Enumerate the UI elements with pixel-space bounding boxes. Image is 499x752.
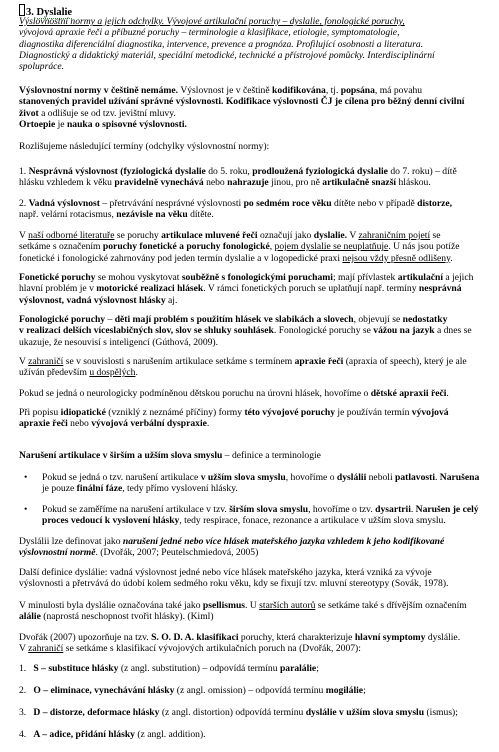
subheading-articulation: [19, 450, 497, 461]
text-run: popsána: [340, 85, 375, 96]
text-run: hláskou.: [396, 177, 431, 189]
text-run: jinou, pro ně: [268, 177, 323, 189]
text-line: [42, 472, 497, 483]
text-run: nebo: [67, 418, 92, 430]
text-run: apraxie řeči: [294, 356, 344, 367]
text-run: Narušena: [439, 472, 480, 483]
text-run: a dnes se: [434, 325, 472, 337]
bullet-narrow-sense: [42, 472, 497, 495]
paragraph-definition: [19, 536, 497, 559]
text-run: v užším slova smyslu: [200, 472, 286, 483]
text-run: . U: [245, 600, 260, 611]
text-run: stanovených pravidel užívání správné výslovnosti. Kodifikace výslovnosti ČJ je cílena: [19, 96, 372, 108]
text-run: proces vedoucí k vyslovení hlásky: [42, 515, 180, 527]
text-run: aj.: [165, 294, 178, 306]
text-line: [42, 483, 497, 494]
text-run: život: [19, 107, 39, 119]
text-run: vývojová verbální dyspraxie: [91, 418, 207, 430]
text-run: prodloužená fyziologická dyslalie: [252, 166, 388, 177]
text-run: .: [206, 418, 210, 430]
text-run: 1.: [19, 663, 27, 674]
text-run: . V rámci fonetických poruch se uplatňují např. termíny: [203, 283, 419, 295]
text-run: dysartrii: [375, 504, 411, 515]
text-line: [19, 209, 497, 220]
text-run: , objevují se: [353, 314, 403, 325]
text-run: . U nás jsou potíže: [388, 241, 460, 253]
text-line: [19, 325, 497, 336]
intro-line: Diagnostický a didaktický materiál, speciální metodické, technické a přístrojové pomůcky. Interdisciplinární: [19, 49, 435, 61]
text-line: [42, 515, 497, 526]
paragraph-history: [19, 600, 497, 623]
text-run: , tedy respirace, fonace, rezonance a artikulace v užším slova smyslu.: [179, 515, 446, 527]
text-run: nahrazuje: [227, 177, 269, 189]
text-line: [19, 337, 497, 348]
text-run: narušení jedné nebo více hlásek mateřského jazyka vzhledem k jeho kodifikované: [122, 536, 445, 547]
text-run: Nesprávná výslovnost (fyziologická dyslalie: [28, 166, 206, 177]
text-run: Dyslálii lze definovat jako: [19, 536, 123, 547]
text-run: idiopatické: [60, 407, 106, 418]
text-run: , hovoříme o tzv.: [308, 504, 376, 515]
paragraph-norm: [19, 85, 497, 130]
text-run: Při popisu: [19, 407, 61, 418]
text-run: nesprávná: [418, 283, 462, 295]
text-run: nezávisle na věku: [116, 209, 188, 221]
list-item: [19, 663, 497, 674]
bullet-icon: •: [24, 504, 28, 515]
text-line: [19, 295, 497, 306]
text-line: [19, 177, 497, 188]
text-run: alálie: [19, 611, 41, 623]
text-run: , tedy přímo vyslovení hlásky.: [122, 483, 238, 495]
intro-line: vývojová apraxie řeči a příbuzné poruchy – terminologie a klasifikace, etiologie, symptomatologie,: [19, 27, 400, 39]
text-run: se v souvislosti s narušením artikulace setkáme s termínem: [63, 356, 295, 367]
paragraph-terms-intro: Rozlišujeme následující termíny (odchylky výslovnostní normy):: [19, 141, 270, 152]
text-run: setkáme s označením: [19, 241, 103, 253]
text-run: artikulace mluvené řeči: [161, 230, 258, 241]
text-run: Dvořák (2007) upozorňuje na tzv.: [19, 632, 152, 643]
text-run: (naprostá neschopnost tvořit hlásky). (Kiml): [40, 611, 214, 623]
text-run: (z angl. substitution) – odpovídá termínu: [118, 663, 280, 674]
text-line: [19, 450, 497, 461]
text-run: Vadná výslovnost: [28, 198, 100, 209]
text-run: V: [347, 230, 359, 241]
text-run: .: [135, 367, 138, 379]
text-run: Výslovnost je v češtině: [178, 85, 272, 96]
text-line: [19, 314, 497, 325]
text-line: [19, 536, 497, 547]
text-line: [19, 547, 497, 558]
text-run: Ortoepie: [19, 118, 56, 130]
text-run: děti mají problém s použitím hlásek ve slabikách a slovech: [114, 314, 354, 325]
paragraph-term-2: [19, 198, 497, 221]
text-run: se mohou vyskytovat: [95, 272, 182, 283]
text-run: V minulosti byla dyslálie označována také jako: [19, 600, 203, 611]
paragraph-phonetic: [19, 272, 497, 306]
text-run: ukazuje, že nesouvisí s inteligencí (Gúthová, 2009).: [19, 336, 219, 348]
text-run: naší odborné literatuře: [28, 230, 115, 241]
text-line: [19, 272, 497, 283]
text-run: kodifikována: [271, 85, 326, 96]
paragraph-idiopathic: [19, 407, 497, 430]
text-run: V: [19, 230, 29, 241]
text-run: 4.: [19, 729, 27, 740]
text-line: [19, 166, 497, 177]
text-run: výslovnost, vadná výslovnost hlásky: [19, 294, 166, 306]
text-run: , tj.: [325, 85, 341, 96]
text-run: 1.: [19, 166, 29, 177]
text-run: . Fonologické poruchy se: [273, 325, 374, 337]
text-run: –: [105, 314, 115, 325]
text-line: [19, 85, 497, 96]
text-run: výslovnostní normě: [19, 547, 96, 559]
text-run: poruchy, která charakterizuje: [238, 632, 355, 643]
list-item: [19, 707, 497, 718]
text-run: ;: [363, 685, 366, 696]
text-run: – přetrvávání nesprávné výslovnosti: [99, 198, 244, 209]
text-run: se poruchy: [114, 230, 162, 241]
text-run: v realizaci delších víceslabičných slov, slov se shluky souhlásek: [19, 325, 274, 337]
text-run: , hovoříme o: [285, 472, 337, 483]
text-run: Fonologické poruchy: [19, 314, 106, 325]
text-line: výslovnosti a přetrvává do údobí kolem sedmého roku věku, kdy se fixují tzv. mluvní stereotypy (Sovák, 1978).: [19, 578, 449, 590]
text-run: a odlišuje se od tzv. jevištní mluvy.: [38, 107, 176, 119]
paragraph-phonological: [19, 314, 497, 348]
list-item: [19, 685, 497, 696]
text-run: .: [450, 252, 453, 264]
text-run: souběžně s fonologickými poruchami: [181, 272, 333, 283]
text-run: V: [19, 356, 29, 367]
text-run: nauka o spisovné výslovnosti.: [66, 118, 187, 130]
text-run: apraxie řeči: [19, 418, 68, 430]
text-run: je: [55, 118, 67, 130]
text-run: psellismus: [202, 600, 246, 611]
text-run: dítěte.: [187, 209, 214, 221]
text-line: [19, 356, 497, 367]
text-run: poruchy fonetické a poruchy fonologické: [102, 241, 270, 253]
text-run: paralálie: [279, 663, 317, 674]
text-line: [19, 230, 497, 241]
text-run: nejsou vždy přesně odlišeny: [342, 252, 451, 264]
text-run: finální fáze: [76, 483, 123, 495]
text-run: Fonetické poruchy: [19, 272, 96, 283]
text-run: neboli: [366, 472, 396, 483]
text-run: do 7. roku) – dítě: [387, 166, 457, 177]
text-line: [19, 108, 497, 119]
text-run: . (Dvořák, 2007; Peutelschmiedová, 2005): [95, 547, 259, 559]
text-cursor-icon: [19, 4, 25, 16]
text-run: nedostatky: [402, 314, 448, 325]
text-line: [19, 119, 497, 130]
section-title: Dyslalie: [36, 7, 73, 18]
text-run: (z angl. omission) – odpovídá termínu: [174, 685, 326, 696]
text-run: je pouze: [42, 483, 77, 495]
text-run: Výslovnostní normy v češtině nemáme.: [19, 85, 179, 96]
text-line: [19, 643, 497, 654]
text-run: motorické realizaci hlásek: [96, 283, 204, 295]
text-run: dyslálii: [336, 472, 367, 483]
text-run: dítěte nebo v případě: [331, 198, 418, 209]
text-run: ;: [316, 663, 319, 674]
paragraph-dyslalia-literature: [19, 230, 497, 264]
paragraph-soda: [19, 632, 497, 655]
text-run: artikulačně snazší: [322, 177, 397, 189]
bullet-icon: •: [24, 472, 28, 483]
text-run: artikulační: [397, 272, 444, 283]
text-line: Další definice dyslálie: vadná výslovnost jedné nebo více hlásek mateřského jazyka, která vzniká za vývoje: [19, 567, 432, 578]
intro-line: spolupráce.: [19, 61, 65, 73]
text-run: Narušen je celý: [415, 504, 479, 515]
text-run: 2.: [19, 685, 27, 696]
bullet-broad-sense: [42, 504, 497, 527]
text-run: dyslálie.: [425, 632, 461, 643]
text-run: po sedmém roce věku: [243, 198, 332, 209]
text-run: např. velární rotacismus,: [19, 209, 117, 221]
text-run: D – distorze, deformace hlásky: [33, 707, 160, 718]
text-run: do 5. roku,: [205, 166, 253, 177]
text-line: [19, 241, 497, 252]
text-line: [19, 198, 497, 209]
text-run: vývojová: [411, 407, 449, 418]
text-run: Pokud se jedná o neurologicky podmíněnou dětskou poruchu na úrovni hlásek, hovoříme o: [19, 388, 371, 399]
text-run: A – adice, přidání hlásky: [33, 729, 135, 740]
text-run: dyslálie v užším slova smyslu: [305, 707, 425, 718]
text-run: Narušení artikulace v širším a užším slova smyslu: [19, 450, 223, 461]
text-line: [19, 600, 497, 611]
text-run: zahraničním pojetí: [358, 230, 431, 241]
text-run: dyslalie.: [313, 230, 348, 241]
intro-line: Výslovnostní normy a jejich odchylky. Vývojové artikulační poruchy – dyslalie, fonologické poruchy,: [19, 16, 405, 27]
text-run: S. O. D. A. klasifikaci: [151, 632, 239, 643]
text-run: O – eliminace, vynechávání hlásky: [33, 685, 175, 696]
text-run: 2.: [19, 198, 29, 209]
text-line: [19, 611, 497, 622]
text-run: Pokud se jedná o tzv. narušení artikulace: [42, 472, 201, 483]
text-run: vážou na jazyk: [373, 325, 435, 337]
text-run: se setkáme s klasifikací vývojových artikulačních poruch na (Dvořák, 2007):: [63, 643, 361, 655]
text-run: hlavní problém je v: [19, 283, 97, 295]
text-run: S – substituce hlásky: [33, 663, 119, 674]
text-run: pro běžný denní civilní: [371, 96, 465, 108]
intro-line: diagnostika diferenciální diagnostika, intervence, prevence a prognóza. Profilující osobnosti a literatura.: [19, 38, 424, 50]
text-run: fonetické i fonologické zahrnovány pod jeden termín dyslalie a v logopedické praxi: [19, 252, 343, 264]
text-run: (z angl. addition).: [134, 729, 206, 740]
text-run: – definice a terminologie: [222, 450, 321, 461]
text-run: u dospělých: [89, 367, 136, 379]
text-run: (vzniklý z neznámé příčiny) formy: [105, 407, 245, 418]
text-line: [19, 407, 497, 418]
text-run: starších autorů: [259, 600, 316, 611]
section-number: 3.: [26, 7, 34, 18]
paragraph-apraxia: [19, 356, 497, 379]
text-run: Pokud se zaměříme na narušení artikulace v tzv.: [42, 504, 230, 515]
text-run: (ismus);: [424, 707, 458, 718]
paragraph-child-apraxia: [19, 388, 497, 399]
text-run: širším slova smyslu: [229, 504, 309, 515]
text-run: 3.: [19, 707, 27, 718]
text-run: je používán termín: [335, 407, 412, 418]
text-run: ; mají přívlastek: [332, 272, 398, 283]
text-run: označují jako: [257, 230, 314, 241]
paragraph-term-1: [19, 166, 497, 189]
text-run: se: [430, 230, 441, 241]
text-run: distorze,: [417, 198, 453, 209]
text-line: [19, 253, 497, 264]
text-line: [19, 418, 497, 429]
text-run: zahraničí: [28, 643, 64, 655]
text-line: [19, 367, 497, 378]
list-item: [19, 729, 497, 740]
text-line: [19, 283, 497, 294]
text-run: pojem dyslalie se neuplatňuje: [274, 241, 389, 253]
text-run: V: [19, 643, 29, 655]
text-run: dětské apraxii řeči: [370, 388, 447, 399]
text-run: .: [435, 472, 440, 483]
text-run: (z angl. distortion) odpovídá termínu: [159, 707, 306, 718]
text-run: ,: [269, 241, 275, 253]
text-run: hlásku vzhledem k věku: [19, 177, 115, 189]
text-run: hlavní symptomy: [354, 632, 426, 643]
text-run: patlavosti: [395, 472, 435, 483]
text-run: se setkáme také s dřívějším označením: [315, 600, 467, 611]
text-run: (apraxia of speech), který je ale: [343, 356, 467, 367]
text-run: nebo: [203, 177, 228, 189]
text-line: [19, 632, 497, 643]
text-run: užíván především: [19, 367, 90, 379]
text-run: mogilálie: [325, 685, 364, 696]
text-run: .: [446, 388, 449, 399]
text-line: [19, 388, 497, 399]
text-run: této vývojové poruchy: [244, 407, 336, 418]
text-run: , má povahu: [374, 85, 423, 96]
paragraph-other-definition: [19, 567, 497, 590]
text-run: zahraničí: [28, 356, 64, 367]
intro-paragraph: [19, 16, 497, 72]
text-line: [19, 96, 497, 107]
text-run: pravidelně vynechává: [114, 177, 204, 189]
text-run: .: [410, 504, 416, 515]
text-line: [42, 504, 497, 515]
text-run: a jejich: [443, 272, 474, 283]
